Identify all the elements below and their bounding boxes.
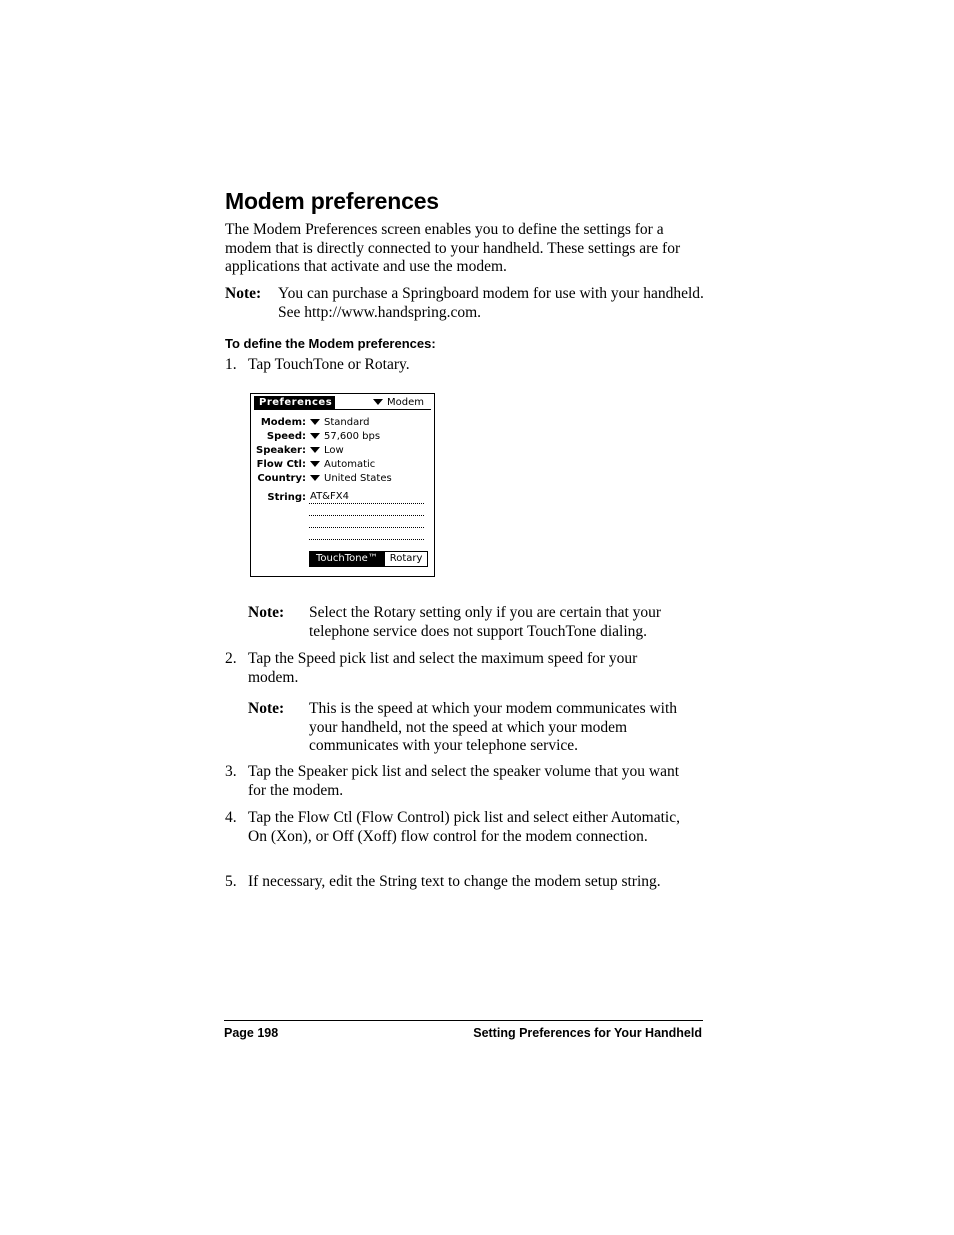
flow-ctl-field[interactable] [251,458,434,471]
field-label: Flow Ctl: [256,459,306,470]
step-text: Tap the Flow Ctl (Flow Control) pick list and select either Automatic, On (Xon), or Off (Xoff) flow control for the modem connection. [248,809,680,845]
field-value: Low [310,444,344,457]
step-number: 1. [225,356,237,373]
note-label: Note: [225,285,262,302]
dial-type-selector [309,551,428,567]
rotary-button[interactable]: Rotary [384,552,428,566]
footer-divider [224,1020,703,1021]
dropdown-arrow-icon [310,475,320,481]
page-title: Modem preferences [225,188,439,214]
dropdown-arrow-icon [310,447,320,453]
section-title: Setting Preferences for Your Handheld [473,1026,702,1040]
step-text: Tap the Speed pick list and select the maximum speed for your modem. [248,650,638,686]
dropdown-arrow-icon [310,419,320,425]
step-text: Tap TouchTone or Rotary. [248,356,410,373]
string-line [309,503,424,504]
field-label: Speaker: [256,445,306,456]
category-picker[interactable]: Modem [373,397,424,409]
dropdown-arrow-icon [310,433,320,439]
field-label: Modem: [260,417,306,428]
note-text: Select the Rotary setting only if you are certain that your telephone service does not support TouchTone dialing. [309,604,662,640]
speed-field[interactable] [251,430,434,443]
step-number: 4. [225,809,237,826]
dropdown-arrow-icon [373,399,383,405]
step-number: 3. [225,763,237,780]
step-text: If necessary, edit the String text to change the modem setup string. [248,873,661,890]
modem-preferences-screenshot [250,393,435,577]
note-label: Note: [248,700,285,717]
country-field[interactable] [251,472,434,485]
dropdown-arrow-icon [310,461,320,467]
step-number: 2. [225,650,237,667]
touchtone-button[interactable]: TouchTone™ [310,552,384,566]
field-label: Speed: [266,431,306,442]
field-label: Country: [257,473,306,484]
procedure-title: To define the Modem preferences: [225,336,436,351]
string-label: String: [267,492,306,503]
modem-field[interactable] [251,416,434,429]
step-text: Tap the Speaker pick list and select the speaker volume that you want for the modem. [248,763,680,799]
note-text: You can purchase a Springboard modem for use with your handheld. See http://www.handspring.com. [278,285,704,321]
intro-paragraph: The Modem Preferences screen enables you to define the settings for a modem that is directly connected to your handheld. These settings are for applications that activate and use the modem. [225,221,681,275]
field-value: United States [310,472,392,485]
string-line [309,515,424,516]
string-input[interactable]: AT&FX4 [310,491,349,502]
note-label: Note: [248,604,285,621]
speaker-field[interactable] [251,444,434,457]
field-value: Standard [310,416,370,429]
title-divider [254,409,431,410]
string-line [309,527,424,528]
field-value: 57,600 bps [310,430,380,443]
note-text: This is the speed at which your modem communicates with your handheld, not the speed at which your modem communicates with your telephone service. [309,700,678,754]
step-number: 5. [225,873,237,890]
field-value: Automatic [310,458,375,471]
app-title: Preferences [254,396,335,410]
string-line [309,539,424,540]
page-number: Page 198 [224,1026,279,1040]
